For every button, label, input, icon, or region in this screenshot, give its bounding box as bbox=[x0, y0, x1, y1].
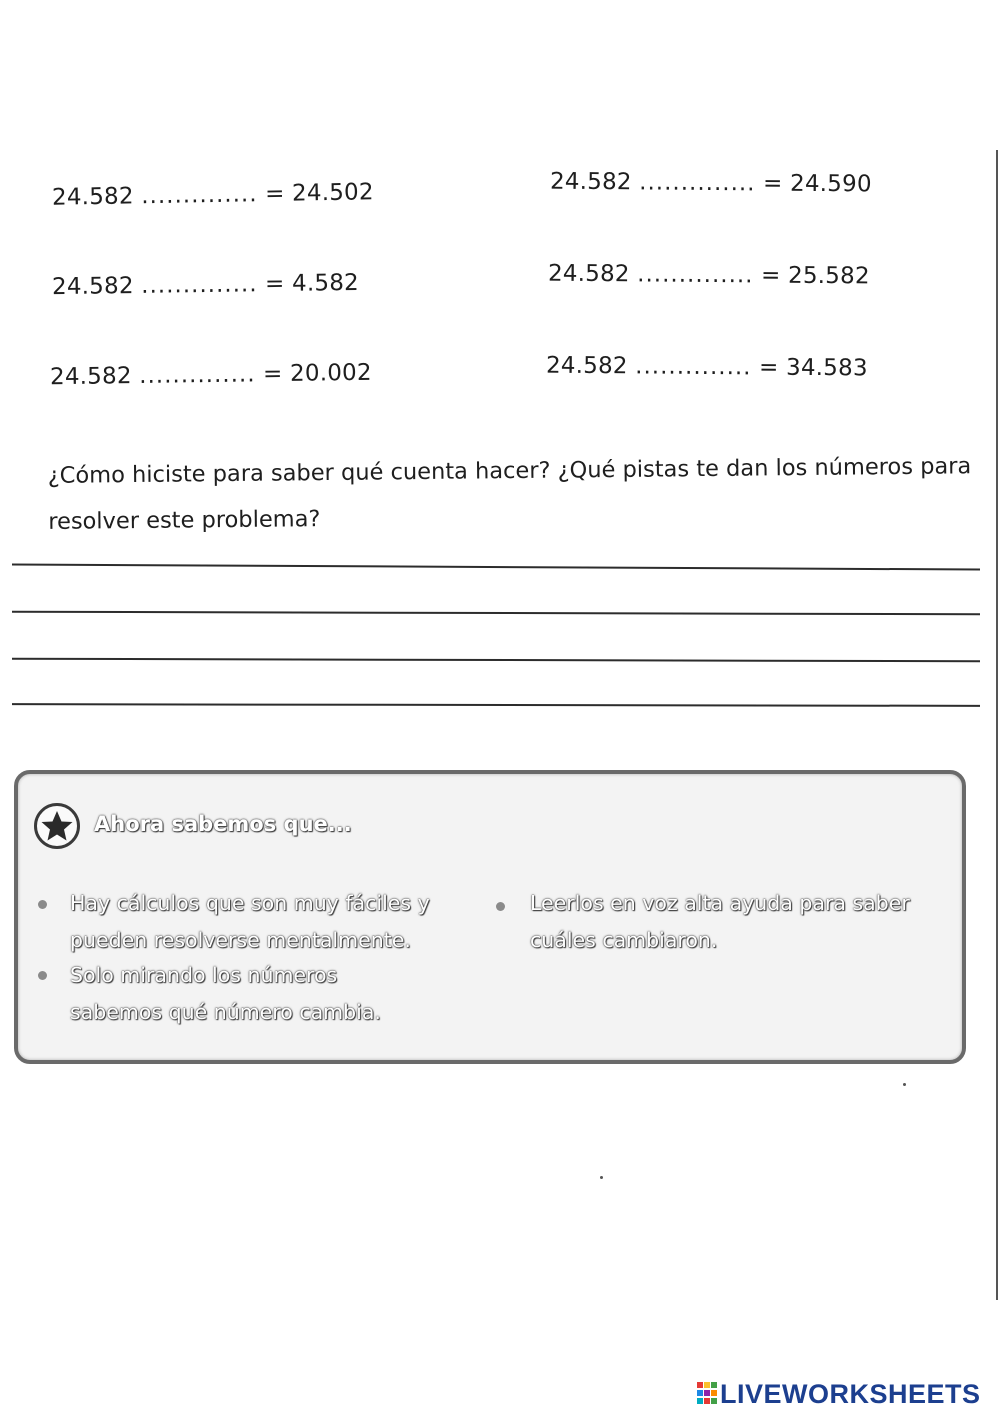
exercise-5 bbox=[50, 360, 372, 390]
exercise-3 bbox=[52, 270, 359, 300]
exercise-number: 24.582 bbox=[547, 260, 630, 288]
answer-blank[interactable]: .............. bbox=[639, 169, 756, 197]
scan-speck bbox=[600, 1176, 603, 1179]
answer-line[interactable] bbox=[12, 703, 980, 707]
exercise-result: = 24.502 bbox=[264, 179, 374, 208]
answer-blank[interactable]: .............. bbox=[140, 181, 258, 210]
summary-item: Hay cálculos que son muy fáciles y pueden resolverse mentalmente. bbox=[70, 891, 430, 952]
exercise-1 bbox=[52, 179, 374, 211]
summary-title: Ahora sabemos que... bbox=[94, 812, 352, 836]
exercise-number: 24.582 bbox=[49, 363, 132, 391]
answer-blank[interactable]: .............. bbox=[637, 261, 754, 289]
exercise-result: = 4.582 bbox=[264, 269, 360, 298]
exercise-4 bbox=[548, 261, 870, 290]
answer-line[interactable] bbox=[12, 658, 980, 663]
exercise-result: = 34.583 bbox=[758, 354, 868, 382]
star-icon bbox=[34, 803, 80, 849]
scan-speck bbox=[903, 1083, 906, 1086]
exercise-result: = 25.582 bbox=[760, 262, 870, 290]
bullet-icon bbox=[38, 900, 47, 909]
exercise-result: = 24.590 bbox=[762, 170, 872, 198]
summary-item: Solo mirando los números sabemos qué número cambia. bbox=[70, 963, 381, 1024]
exercise-result: = 20.002 bbox=[262, 359, 372, 388]
reflection-question: ¿Cómo hiciste para saber qué cuenta hacer? ¿Qué pistas te dan los números para resolver este problema? bbox=[47, 453, 972, 535]
answer-blank[interactable]: .............. bbox=[141, 271, 258, 299]
liveworksheets-logo-icon bbox=[696, 1380, 718, 1408]
answer-line[interactable] bbox=[12, 611, 980, 616]
exercise-2 bbox=[550, 169, 872, 198]
page-edge bbox=[996, 150, 998, 1300]
liveworksheets-watermark bbox=[696, 1378, 981, 1410]
answer-blank[interactable]: .............. bbox=[139, 361, 256, 389]
bullet-icon bbox=[38, 971, 47, 980]
answer-blank[interactable]: .............. bbox=[635, 353, 752, 381]
exercise-number: 24.582 bbox=[51, 183, 134, 211]
watermark-text: LIVEWORKSHEETS bbox=[720, 1378, 981, 1409]
exercise-number: 24.582 bbox=[545, 352, 628, 380]
exercise-number: 24.582 bbox=[549, 168, 632, 196]
answer-line[interactable] bbox=[12, 563, 980, 570]
exercise-number: 24.582 bbox=[51, 273, 134, 301]
exercise-6 bbox=[546, 353, 868, 382]
summary-item: Leerlos en voz alta ayuda para saber cuáles cambiaron. bbox=[530, 891, 910, 952]
bullet-icon bbox=[496, 902, 505, 911]
